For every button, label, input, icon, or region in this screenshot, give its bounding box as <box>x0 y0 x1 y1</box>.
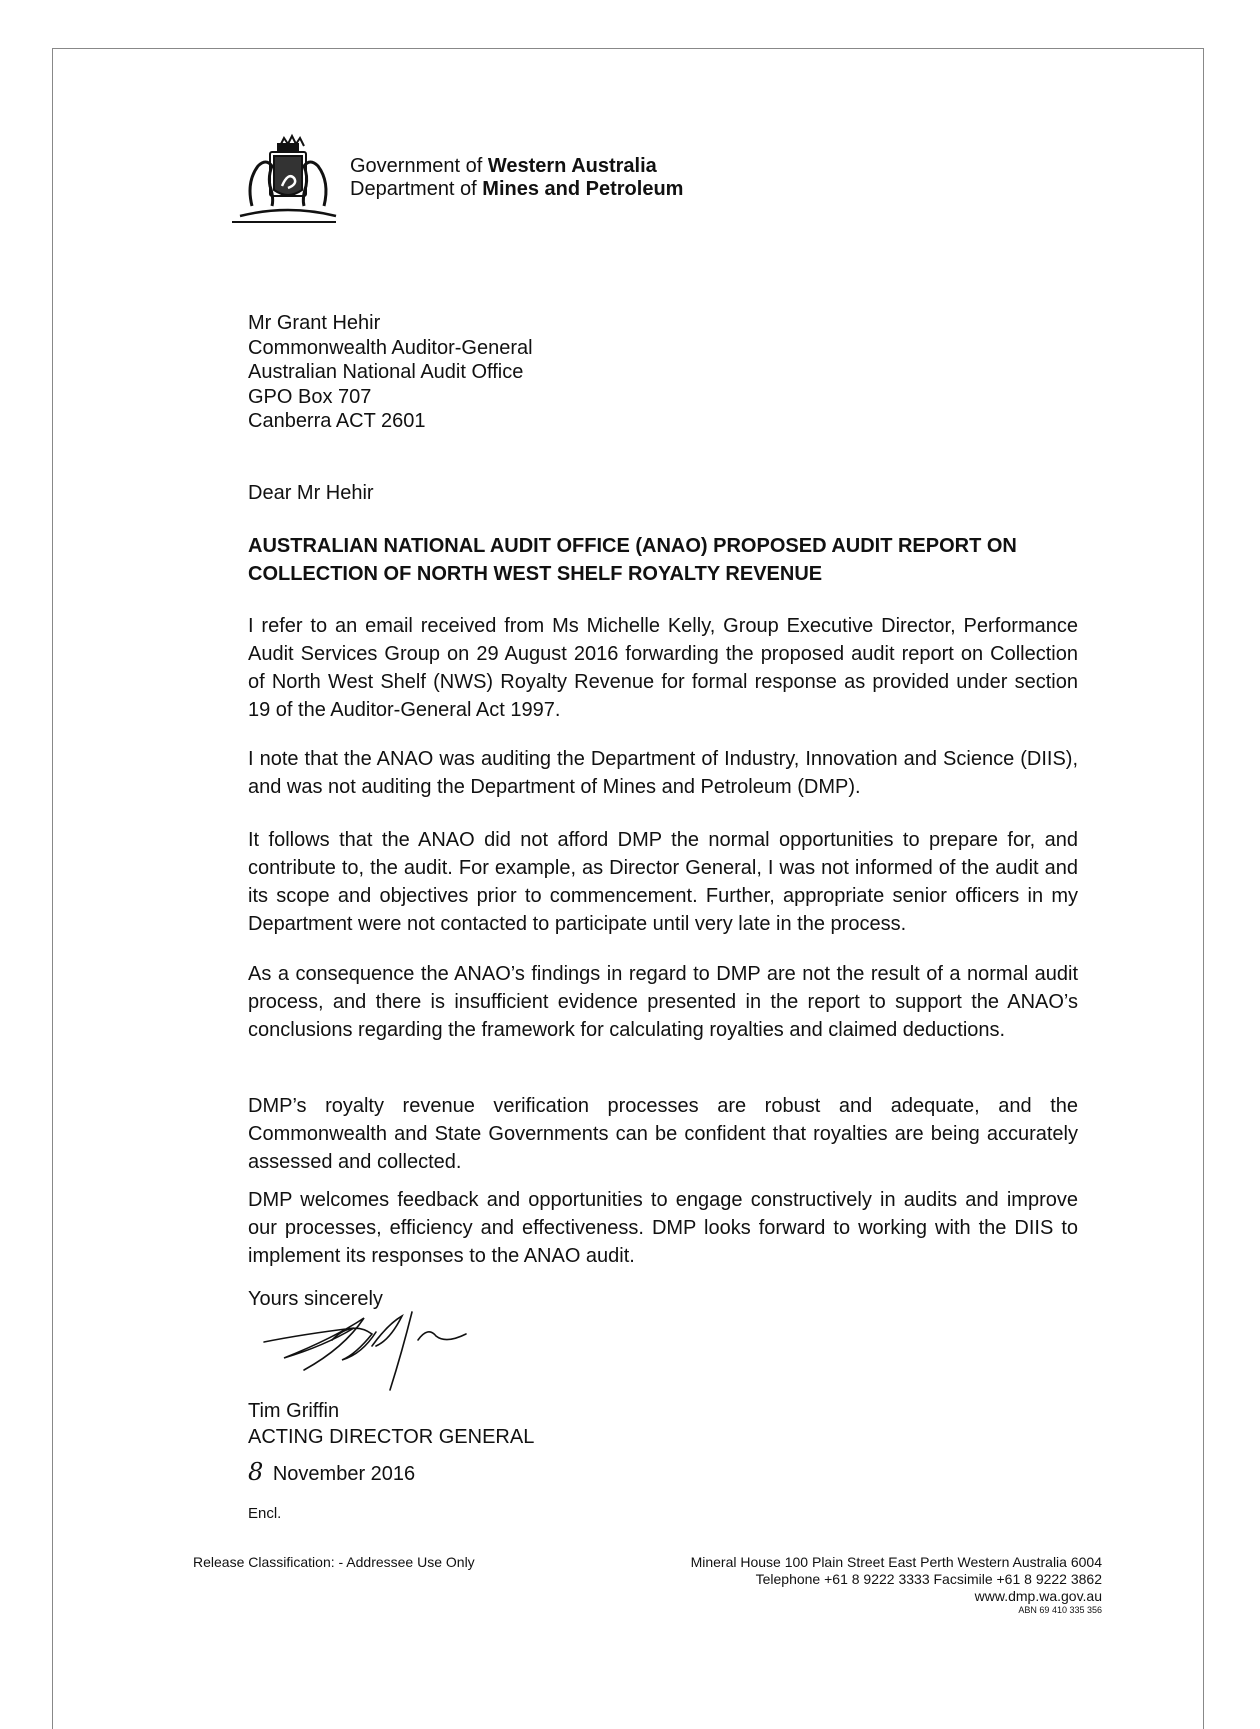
enclosure-note: Encl. <box>248 1505 282 1522</box>
recipient-address <box>248 311 533 434</box>
footer-phone: Telephone +61 8 9222 3333 Facsimile +61 8 9222 3862 <box>755 1571 1102 1587</box>
footer-contact <box>691 1554 1102 1615</box>
recipient-title: Commonwealth Auditor-General <box>248 336 533 359</box>
subject-heading: AUSTRALIAN NATIONAL AUDIT OFFICE (ANAO) PROPOSED AUDIT REPORT ON COLLECTION OF NORTH WEST SHELF ROYALTY REVENUE <box>248 535 1017 585</box>
body-paragraph: DMP’s royalty revenue verification processes are robust and adequate, and the Commonwealth and State Governments can be confident that royalties are being accurately assessed and collected. <box>248 1095 1078 1173</box>
recipient-organisation: Australian National Audit Office <box>248 361 524 383</box>
closing: Yours sincerely <box>248 1288 383 1310</box>
salutation: Dear Mr Hehir <box>248 482 374 504</box>
recipient-po-box: GPO Box 707 <box>248 385 372 408</box>
recipient-city: Canberra ACT 2601 <box>248 410 426 432</box>
handwritten-signature <box>262 1300 512 1392</box>
letterhead <box>350 155 683 201</box>
body-paragraph: I note that the ANAO was auditing the Department of Industry, Innovation and Science (DIIS), and was not auditing the Department of Mines and Petroleum (DMP). <box>248 748 1078 798</box>
handwritten-day: 8 <box>248 1458 264 1486</box>
wa-coat-of-arms-logo <box>232 128 344 224</box>
body-paragraph: I refer to an email received from Ms Michelle Kelly, Group Executive Director, Performance Audit Services Group on 29 August 2016 forwarding the proposed audit report on Collection of North West Shelf (NWS) Royalty Revenue for formal response as provided under section 19 of the Auditor-General Act 1997. <box>248 615 1078 721</box>
date-month-year: November 2016 <box>272 1463 416 1485</box>
release-classification: Release Classification: - Addressee Use Only <box>193 1554 475 1570</box>
body-paragraph: It follows that the ANAO did not afford DMP the normal opportunities to prepare for, and contribute to, the audit. For example, as Director General, I was not informed of the audit and its scope and objectives prior to commencement. Further, appropriate senior officers in my Department were not contacted to participate until very late in the process. <box>248 829 1078 935</box>
letterhead-department: Department of Mines and Petroleum <box>350 178 684 200</box>
signatory-name: Tim Griffin <box>248 1400 340 1422</box>
letterhead-government: Government of Western Australia <box>350 155 657 177</box>
signatory-block <box>248 1398 534 1450</box>
signatory-title: ACTING DIRECTOR GENERAL <box>248 1426 535 1448</box>
body-paragraph: DMP welcomes feedback and opportunities to engage constructively in audits and improve our processes, efficiency and effectiveness. DMP looks forward to working with the DIIS to implement its responses to the ANAO audit. <box>248 1189 1078 1267</box>
footer-abn: ABN 69 410 335 356 <box>1018 1605 1102 1615</box>
letter-date <box>248 1458 415 1486</box>
footer-address: Mineral House 100 Plain Street East Perth Western Australia 6004 <box>690 1554 1102 1570</box>
body-paragraph: As a consequence the ANAO’s findings in regard to DMP are not the result of a normal audit process, and there is insufficient evidence presented in the report to support the ANAO’s conclusions regarding the framework for calculating royalties and claimed deductions. <box>248 963 1078 1041</box>
footer-website: www.dmp.wa.gov.au <box>974 1588 1102 1604</box>
recipient-name: Mr Grant Hehir <box>248 312 381 334</box>
